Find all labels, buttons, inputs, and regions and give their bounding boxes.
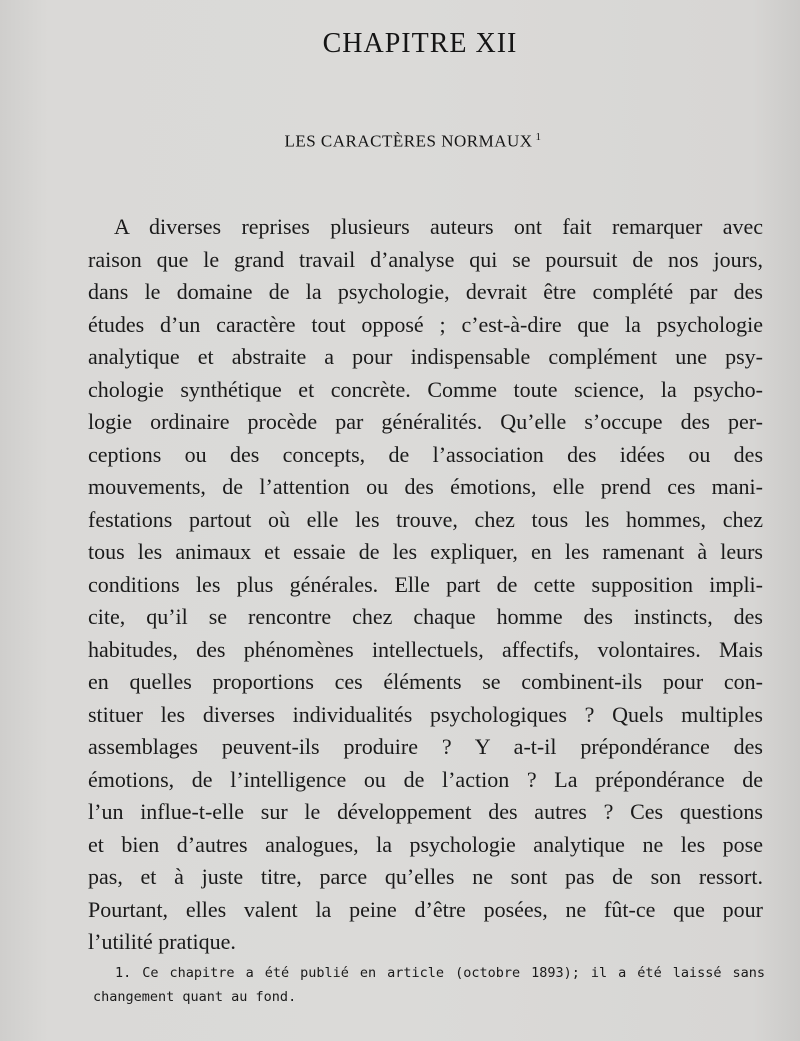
- body-line: en quelles proportions ces éléments se combinent-ils pour con-: [88, 669, 763, 694]
- footnote-marker: 1: [535, 131, 542, 143]
- chapter-title: CHAPITRE XII: [322, 28, 518, 59]
- body-line: émotions, de l’intelligence ou de l’action ? La prépondérance de: [88, 766, 763, 792]
- section-title-text: LES CARACTÈRES NORMAUX: [284, 131, 533, 151]
- body-line: assemblages peuvent-ils produire ? Y a-t-il prépondérance des: [88, 734, 763, 759]
- footnote-line: 1. Ce chapitre a été publié en article (octobre 1893); il a été laissé sans: [115, 965, 765, 981]
- body-line: Pourtant, elles valent la peine d’être posées, ne fût-ce que pour: [88, 896, 763, 922]
- body-line: pas, et à juste titre, parce qu’elles ne sont pas de son ressort.: [88, 864, 763, 889]
- body-line: conditions les plus générales. Elle part de cette supposition impli-: [88, 571, 763, 597]
- footnote: [93, 961, 765, 1009]
- body-line: l’un influe-t-elle sur le développement des autres ? Ces questions: [88, 799, 763, 824]
- body-line: A diverses reprises plusieurs auteurs ont fait remarquer avec: [114, 214, 763, 239]
- body-line: analytique et abstraite a pour indispensable complément une psy-: [88, 344, 763, 369]
- body-line: raison que le grand travail d’analyse qui se poursuit de nos jours,: [88, 246, 763, 272]
- body-line: études d’un caractère tout opposé ; c’est-à-dire que la psychologie: [88, 311, 763, 337]
- body-line: ceptions ou des concepts, de l’association des idées ou des: [88, 441, 763, 467]
- body-line: tous les animaux et essaie de les expliquer, en les ramenant à leurs: [88, 539, 763, 564]
- body-line: logie ordinaire procède par généralités. Qu’elle s’occupe des per-: [88, 409, 763, 434]
- body-line: cite, qu’il se rencontre chez chaque homme des instincts, des: [88, 604, 763, 629]
- body-line: habitudes, des phénomènes intellectuels, affectifs, volontaires. Mais: [88, 636, 763, 662]
- body-line: stituer les diverses individualités psychologiques ? Quels multiples: [88, 701, 763, 727]
- body-paragraph: [88, 211, 763, 959]
- body-line: festations partout où elle les trouve, chez tous les hommes, chez: [88, 506, 763, 532]
- footnote-line: changement quant au fond.: [93, 989, 297, 1005]
- body-line: chologie synthétique et concrète. Comme toute science, la psycho-: [88, 376, 763, 402]
- body-line: l’utilité pratique.: [88, 929, 236, 954]
- section-title: [0, 131, 800, 152]
- body-line: dans le domaine de la psychologie, devrait être complété par des: [88, 279, 763, 304]
- body-line: et bien d’autres analogues, la psychologie analytique ne les pose: [88, 831, 763, 857]
- body-line: mouvements, de l’attention ou des émotions, elle prend ces mani-: [88, 474, 763, 499]
